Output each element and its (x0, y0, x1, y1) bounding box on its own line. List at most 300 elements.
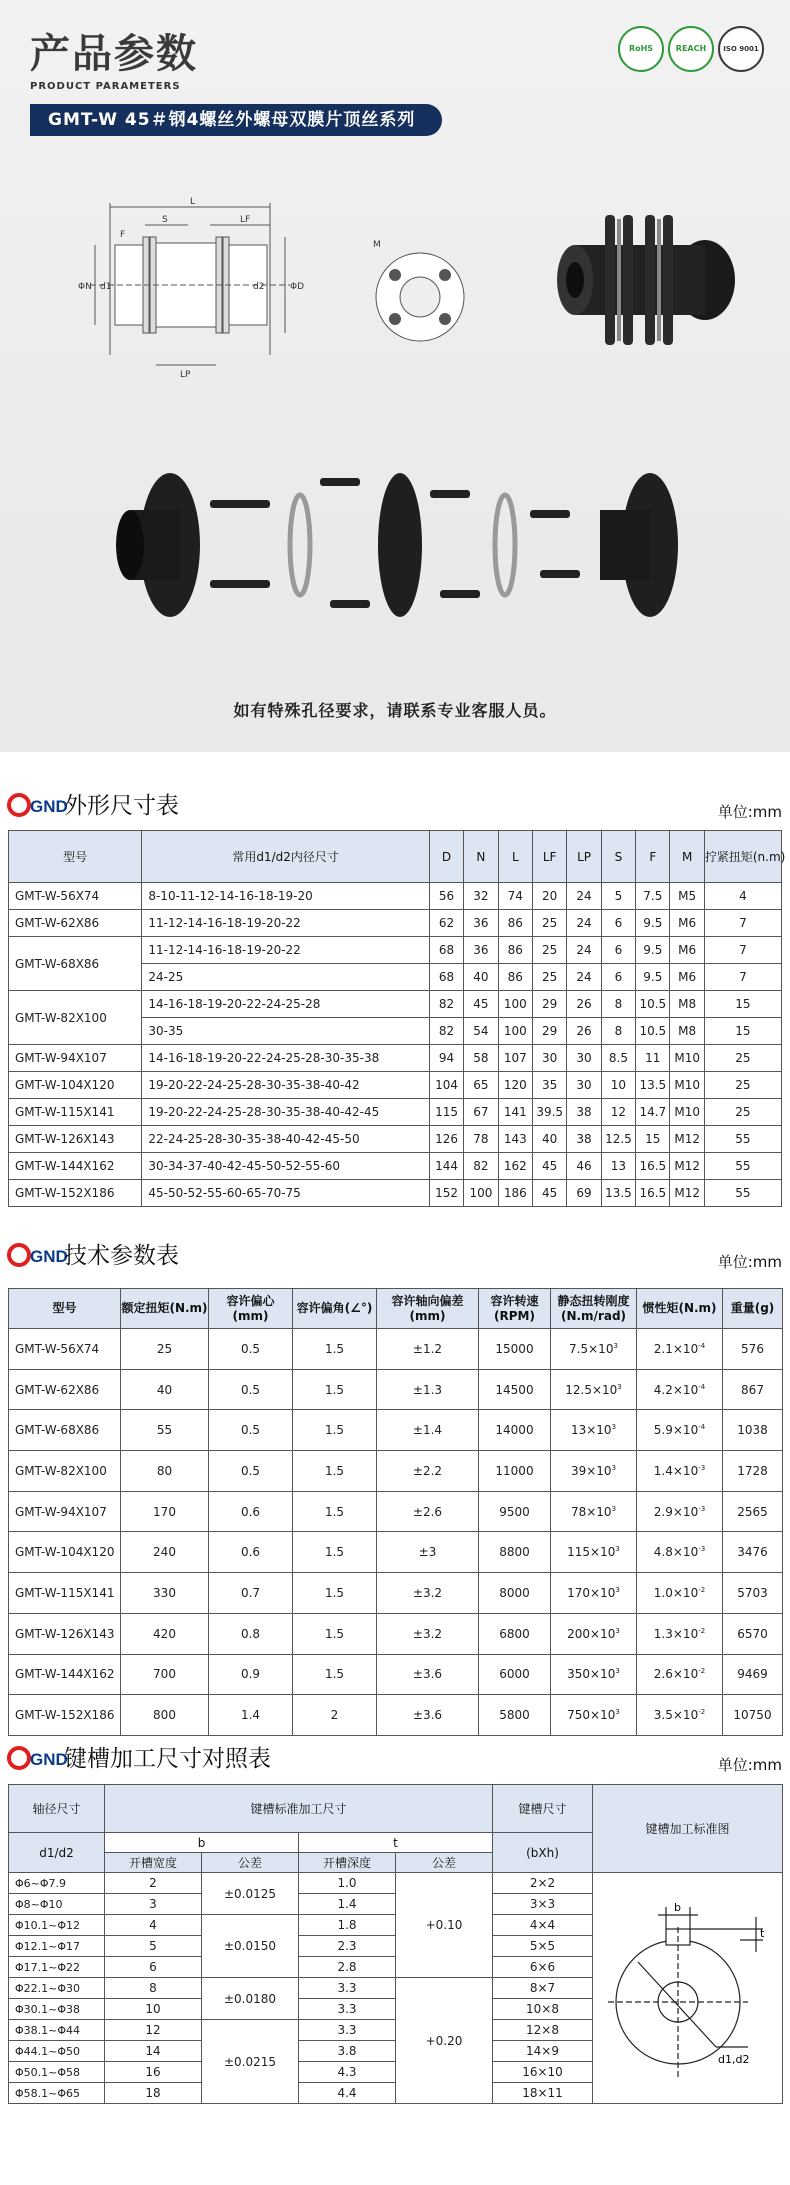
exponent: -4 (698, 1382, 706, 1391)
bore-range-cell: 14-16-18-19-20-22-24-25-28 (142, 991, 430, 1018)
mantissa: 350×10 (567, 1667, 616, 1682)
value-cell: 26 (567, 991, 601, 1018)
value-cell: 15000 (479, 1329, 551, 1370)
weight-cell: 5703 (723, 1573, 783, 1614)
value-cell: 67 (464, 1099, 498, 1126)
mantissa: 12.5×10 (565, 1382, 618, 1397)
exponent: -4 (698, 1423, 706, 1432)
dim-header-cell: F (636, 831, 670, 883)
exponent: -3 (698, 1545, 706, 1554)
exponent: -3 (698, 1463, 706, 1472)
axis-header: 轴径尺寸 (9, 1785, 105, 1833)
value-cell: 15 (636, 1126, 670, 1153)
value-cell: 100 (498, 991, 532, 1018)
dim-header-cell: LF (532, 831, 566, 883)
value-cell: ±3.6 (377, 1695, 479, 1736)
value-cell: 36 (464, 937, 498, 964)
exponent: -2 (698, 1585, 706, 1594)
value-cell: 82 (429, 991, 463, 1018)
exponent: 3 (615, 1545, 620, 1554)
model-cell: GMT-W-56X74 (9, 883, 142, 910)
section1-header (8, 789, 782, 823)
weight-cell: 2565 (723, 1491, 783, 1532)
value-cell: 5800 (479, 1695, 551, 1736)
model-cell: GMT-W-94X107 (9, 1045, 142, 1072)
model-cell: GMT-W-144X162 (9, 1153, 142, 1180)
model-cell: GMT-W-104X120 (9, 1072, 142, 1099)
value-cell: 1.5 (293, 1329, 377, 1370)
value-cell: ±3.2 (377, 1613, 479, 1654)
value-cell: 32 (464, 883, 498, 910)
value-cell: M12 (670, 1153, 704, 1180)
value-cell: 1.5 (293, 1410, 377, 1451)
exponent: 3 (613, 1341, 618, 1350)
key-size-cell: 5×5 (493, 1936, 593, 1957)
value-cell: 62 (429, 910, 463, 937)
sub-header: 开槽宽度 (105, 1853, 202, 1873)
dim-d2: d2 (253, 282, 265, 292)
exploded-view-photo (110, 450, 690, 640)
slot-width-cell: 18 (105, 2083, 202, 2104)
value-cell: 0.5 (209, 1410, 293, 1451)
table-row (9, 1410, 783, 1451)
value-cell: 24 (567, 883, 601, 910)
sci-value-cell (551, 1573, 637, 1614)
value-cell: 1.5 (293, 1491, 377, 1532)
slot-depth-cell: 3.3 (299, 1999, 396, 2020)
sci-value-cell (551, 1654, 637, 1695)
value-cell: 152 (429, 1180, 463, 1207)
shaft-range-cell: Φ30.1~Φ38 (9, 1999, 105, 2020)
model-cell: GMT-W-126X143 (9, 1126, 142, 1153)
dim-header-cell: S (601, 831, 635, 883)
table-row (9, 1045, 782, 1072)
sci-value-cell (551, 1329, 637, 1370)
key-size-cell: 16×10 (493, 2062, 593, 2083)
value-cell: 1.5 (293, 1654, 377, 1695)
value-cell: 54 (464, 1018, 498, 1045)
value-cell: 6800 (479, 1613, 551, 1654)
shaft-range-cell: Φ12.1~Φ17 (9, 1936, 105, 1957)
model-cell: GMT-W-56X74 (9, 1329, 121, 1370)
model-cell: GMT-W-152X186 (9, 1695, 121, 1736)
value-cell: 40 (464, 964, 498, 991)
std-header: 键槽标准加工尺寸 (105, 1785, 493, 1833)
dim-header-cell: N (464, 831, 498, 883)
svg-text:GND: GND (30, 797, 68, 816)
slot-width-cell: 10 (105, 1999, 202, 2020)
mantissa: 2.9×10 (653, 1504, 699, 1519)
slot-width-cell: 12 (105, 2020, 202, 2041)
value-cell: 162 (498, 1153, 532, 1180)
table-row (9, 1099, 782, 1126)
value-cell: 120 (498, 1072, 532, 1099)
figure-header: 键槽加工标准图 (593, 1785, 783, 1873)
value-cell: 25 (532, 964, 566, 991)
svg-text:GND: GND (30, 1750, 68, 1769)
bore-range-cell: 24-25 (142, 964, 430, 991)
key-size-cell: 12×8 (493, 2020, 593, 2041)
value-cell: ±1.3 (377, 1369, 479, 1410)
value-cell: 8 (601, 991, 635, 1018)
shaft-range-cell: Φ6~Φ7.9 (9, 1873, 105, 1894)
slot-depth-cell: 4.4 (299, 2083, 396, 2104)
model-cell: GMT-W-144X162 (9, 1654, 121, 1695)
sci-value-cell (637, 1695, 723, 1736)
key-size-cell: 10×8 (493, 1999, 593, 2020)
value-cell: 55 (121, 1410, 209, 1451)
bore-range-cell: 19-20-22-24-25-28-30-35-38-40-42-45 (142, 1099, 430, 1126)
value-cell: M6 (670, 937, 704, 964)
value-cell: M10 (670, 1045, 704, 1072)
tech-header-cell: 型号 (9, 1289, 121, 1329)
mantissa: 13×10 (570, 1423, 612, 1438)
value-cell: 80 (121, 1451, 209, 1492)
exponent: 3 (615, 1585, 620, 1594)
value-cell: 0.5 (209, 1451, 293, 1492)
shaft-range-cell: Φ44.1~Φ50 (9, 2041, 105, 2062)
value-cell: 0.9 (209, 1654, 293, 1695)
value-cell: 7.5 (636, 883, 670, 910)
sci-value-cell (551, 1695, 637, 1736)
mantissa: 4.8×10 (653, 1545, 699, 1560)
tech-header-cell: 容许轴向偏差(mm) (377, 1289, 479, 1329)
mantissa: 5.9×10 (653, 1423, 699, 1438)
dim-N: ΦN (78, 282, 92, 292)
technical-table (8, 1288, 783, 1736)
slot-width-cell: 4 (105, 1915, 202, 1936)
value-cell: 7 (704, 937, 781, 964)
exponent: 3 (617, 1382, 622, 1391)
dim-header-cell: 型号 (9, 831, 142, 883)
value-cell: 100 (498, 1018, 532, 1045)
exponent: -4 (698, 1341, 706, 1350)
value-cell: 68 (429, 937, 463, 964)
value-cell: 10.5 (636, 991, 670, 1018)
value-cell: 24 (567, 937, 601, 964)
mantissa: 115×10 (567, 1545, 616, 1560)
table-row (9, 1451, 783, 1492)
model-cell: GMT-W-82X100 (9, 1451, 121, 1492)
value-cell: 115 (429, 1099, 463, 1126)
value-cell: 29 (532, 991, 566, 1018)
tech-header-cell: 容许偏心(mm) (209, 1289, 293, 1329)
mantissa: 1.3×10 (653, 1626, 699, 1641)
bore-range-cell: 30-34-37-40-42-45-50-52-55-60 (142, 1153, 430, 1180)
sci-value-cell (637, 1654, 723, 1695)
value-cell: 800 (121, 1695, 209, 1736)
model-cell: GMT-W-126X143 (9, 1613, 121, 1654)
key-size-cell: 6×6 (493, 1957, 593, 1978)
key-size-cell: 14×9 (493, 2041, 593, 2062)
value-cell: 46 (567, 1153, 601, 1180)
dim-header-cell: LP (567, 831, 601, 883)
value-cell: 74 (498, 883, 532, 910)
value-cell: 25 (532, 937, 566, 964)
value-cell: M6 (670, 964, 704, 991)
value-cell: 8.5 (601, 1045, 635, 1072)
bore-range-cell: 19-20-22-24-25-28-30-35-38-40-42 (142, 1072, 430, 1099)
table-row (9, 1532, 783, 1573)
model-cell: GMT-W-94X107 (9, 1491, 121, 1532)
value-cell: 25 (121, 1329, 209, 1370)
value-cell: ±3.6 (377, 1654, 479, 1695)
mantissa: 750×10 (567, 1708, 616, 1723)
mantissa: 39×10 (570, 1463, 612, 1478)
value-cell: 38 (567, 1099, 601, 1126)
value-cell: 0.7 (209, 1573, 293, 1614)
value-cell: 13.5 (636, 1072, 670, 1099)
slot-width-cell: 14 (105, 2041, 202, 2062)
value-cell: M10 (670, 1099, 704, 1126)
reach-badge: REACH (668, 26, 714, 72)
table-row (9, 1072, 782, 1099)
table-row (9, 1180, 782, 1207)
shaft-range-cell: Φ38.1~Φ44 (9, 2020, 105, 2041)
value-cell: 30 (567, 1072, 601, 1099)
value-cell: 2 (293, 1695, 377, 1736)
weight-cell: 3476 (723, 1532, 783, 1573)
section2-unit: 单位:mm (717, 1253, 782, 1271)
exponent: 3 (615, 1626, 620, 1635)
value-cell: 4 (704, 883, 781, 910)
page-subtitle: PRODUCT PARAMETERS (30, 81, 181, 92)
value-cell: 0.5 (209, 1329, 293, 1370)
table-row (9, 937, 782, 964)
shaft-range-cell: Φ50.1~Φ58 (9, 2062, 105, 2083)
section1-unit: 单位:mm (717, 803, 782, 821)
value-cell: ±3.2 (377, 1573, 479, 1614)
value-cell: 82 (464, 1153, 498, 1180)
value-cell: 25 (532, 910, 566, 937)
value-cell: 82 (429, 1018, 463, 1045)
sci-value-cell (551, 1410, 637, 1451)
model-cell: GMT-W-82X100 (9, 991, 142, 1045)
dim-d1: d1 (100, 282, 112, 292)
mantissa: 200×10 (567, 1626, 616, 1641)
value-cell: 104 (429, 1072, 463, 1099)
bore-range-cell: 11-12-14-16-18-19-20-22 (142, 910, 430, 937)
table-row (9, 883, 782, 910)
dim-header-cell: L (498, 831, 532, 883)
bxh-header: (bXh) (493, 1833, 593, 1873)
dim-LP: LP (180, 370, 191, 380)
sci-value-cell (637, 1410, 723, 1451)
value-cell: 1.5 (293, 1369, 377, 1410)
slot-depth-cell: 1.8 (299, 1915, 396, 1936)
rohs-badge: RoHS (618, 26, 664, 72)
sci-value-cell (551, 1491, 637, 1532)
weight-cell: 1728 (723, 1451, 783, 1492)
gnd-logo-icon (8, 1242, 68, 1268)
bore-range-cell: 14-16-18-19-20-22-24-25-28-30-35-38 (142, 1045, 430, 1072)
slot-depth-cell: 1.4 (299, 1894, 396, 1915)
b-tolerance-cell: ±0.0150 (202, 1915, 299, 1978)
sci-value-cell (637, 1573, 723, 1614)
section3-header (8, 1742, 782, 1776)
model-cell: GMT-W-152X186 (9, 1180, 142, 1207)
value-cell: 420 (121, 1613, 209, 1654)
weight-cell: 867 (723, 1369, 783, 1410)
tech-header-cell: 静态扭转刚度(N.m/rad) (551, 1289, 637, 1329)
bore-range-cell: 11-12-14-16-18-19-20-22 (142, 937, 430, 964)
value-cell: 7 (704, 910, 781, 937)
t-tolerance-cell: +0.20 (396, 1978, 493, 2104)
key-size-cell: 4×4 (493, 1915, 593, 1936)
value-cell: 0.8 (209, 1613, 293, 1654)
section2-header (8, 1239, 782, 1273)
value-cell: 1.5 (293, 1532, 377, 1573)
slot-width-cell: 3 (105, 1894, 202, 1915)
table-row (9, 1491, 783, 1532)
slot-width-cell: 6 (105, 1957, 202, 1978)
value-cell: 6 (601, 910, 635, 937)
slot-width-cell: 2 (105, 1873, 202, 1894)
value-cell: 45 (464, 991, 498, 1018)
table-row (9, 991, 782, 1018)
table-row (9, 1654, 783, 1695)
slot-width-cell: 16 (105, 2062, 202, 2083)
model-cell: GMT-W-62X86 (9, 910, 142, 937)
value-cell: 0.5 (209, 1369, 293, 1410)
exponent: 3 (611, 1504, 617, 1513)
key-size-cell: 2×2 (493, 1873, 593, 1894)
value-cell: 144 (429, 1153, 463, 1180)
slot-depth-cell: 2.8 (299, 1957, 396, 1978)
key-header: 键槽尺寸 (493, 1785, 593, 1833)
value-cell: 13.5 (601, 1180, 635, 1207)
value-cell: 45 (532, 1180, 566, 1207)
sci-value-cell (637, 1329, 723, 1370)
value-cell: 10 (601, 1072, 635, 1099)
slot-depth-cell: 4.3 (299, 2062, 396, 2083)
t-header: t (299, 1833, 493, 1853)
weight-cell: 1038 (723, 1410, 783, 1451)
slot-width-cell: 8 (105, 1978, 202, 1999)
sub-header: 公差 (396, 1853, 493, 1873)
value-cell: 1.5 (293, 1613, 377, 1654)
value-cell: 9.5 (636, 964, 670, 991)
end-view-drawing (365, 235, 475, 355)
table-row (9, 910, 782, 937)
value-cell: 15 (704, 991, 781, 1018)
value-cell: M8 (670, 1018, 704, 1045)
value-cell: 14.7 (636, 1099, 670, 1126)
sci-value-cell (637, 1491, 723, 1532)
key-size-cell: 3×3 (493, 1894, 593, 1915)
slot-depth-cell: 3.3 (299, 1978, 396, 1999)
value-cell: 11 (636, 1045, 670, 1072)
sub-header: 开槽深度 (299, 1853, 396, 1873)
model-cell: GMT-W-115X141 (9, 1099, 142, 1126)
value-cell: ±2.2 (377, 1451, 479, 1492)
tech-header-cell: 容许转速(RPM) (479, 1289, 551, 1329)
value-cell: 13 (601, 1153, 635, 1180)
exponent: -3 (698, 1504, 706, 1513)
value-cell: 16.5 (636, 1180, 670, 1207)
keyway-table (8, 1784, 783, 2104)
shaft-range-cell: Φ10.1~Φ12 (9, 1915, 105, 1936)
value-cell: 8800 (479, 1532, 551, 1573)
value-cell: 107 (498, 1045, 532, 1072)
value-cell: M12 (670, 1180, 704, 1207)
exponent: 3 (615, 1667, 620, 1676)
fig-b: b (673, 1900, 681, 1914)
tech-header-cell: 重量(g) (723, 1289, 783, 1329)
value-cell: 5 (601, 883, 635, 910)
value-cell: 40 (532, 1126, 566, 1153)
value-cell: M12 (670, 1126, 704, 1153)
dim-header-cell: 常用d1/d2内径尺寸 (142, 831, 430, 883)
table-row (9, 1126, 782, 1153)
custom-bore-note: 如有特殊孔径要求，请联系专业客服人员。 (233, 701, 557, 720)
table-row (9, 1695, 783, 1736)
value-cell: 56 (429, 883, 463, 910)
value-cell: 55 (704, 1153, 781, 1180)
dim-header-cell: 拧紧扭矩(n.m) (704, 831, 781, 883)
table-row (9, 1873, 783, 1894)
value-cell: 14000 (479, 1410, 551, 1451)
mantissa: 2.6×10 (653, 1667, 699, 1682)
value-cell: 26 (567, 1018, 601, 1045)
dim-header-cell: D (429, 831, 463, 883)
value-cell: 8000 (479, 1573, 551, 1614)
slot-depth-cell: 3.3 (299, 2020, 396, 2041)
gnd-logo-icon (8, 792, 68, 818)
value-cell: 69 (567, 1180, 601, 1207)
tech-header-cell: 容许偏角(∠°) (293, 1289, 377, 1329)
b-header: b (105, 1833, 299, 1853)
exponent: -2 (698, 1708, 706, 1717)
weight-cell: 10750 (723, 1695, 783, 1736)
sci-value-cell (637, 1369, 723, 1410)
section3-title: 键槽加工尺寸对照表 (64, 1746, 271, 1772)
value-cell: 12 (601, 1099, 635, 1126)
table-row (9, 1613, 783, 1654)
dim-header-cell: M (670, 831, 704, 883)
value-cell: 1.5 (293, 1451, 377, 1492)
value-cell: 100 (464, 1180, 498, 1207)
value-cell: 40 (121, 1369, 209, 1410)
mantissa: 78×10 (570, 1504, 612, 1519)
value-cell: 55 (704, 1180, 781, 1207)
page-title: 产品参数 (30, 31, 198, 77)
bore-range-cell: 45-50-52-55-60-65-70-75 (142, 1180, 430, 1207)
model-cell: GMT-W-68X86 (9, 937, 142, 991)
value-cell: 12.5 (601, 1126, 635, 1153)
b-tolerance-cell: ±0.0180 (202, 1978, 299, 2020)
hero-area (0, 0, 790, 752)
exponent: 3 (611, 1423, 617, 1432)
value-cell: 39.5 (532, 1099, 566, 1126)
value-cell: 9500 (479, 1491, 551, 1532)
value-cell: 6 (601, 964, 635, 991)
table-row (9, 1573, 783, 1614)
slot-depth-cell: 2.3 (299, 1936, 396, 1957)
value-cell: 186 (498, 1180, 532, 1207)
bore-range-cell: 8-10-11-12-14-16-18-19-20 (142, 883, 430, 910)
d-header: d1/d2 (9, 1833, 105, 1873)
svg-text:GND: GND (30, 1247, 68, 1266)
value-cell: 700 (121, 1654, 209, 1695)
coupling-photo (555, 205, 740, 355)
value-cell: 0.6 (209, 1532, 293, 1573)
dim-L: L (190, 197, 196, 207)
key-size-cell: 18×11 (493, 2083, 593, 2104)
tech-header-cell: 惯性矩(N.m) (637, 1289, 723, 1329)
value-cell: 86 (498, 937, 532, 964)
keyway-figure-cell (593, 1873, 783, 2104)
